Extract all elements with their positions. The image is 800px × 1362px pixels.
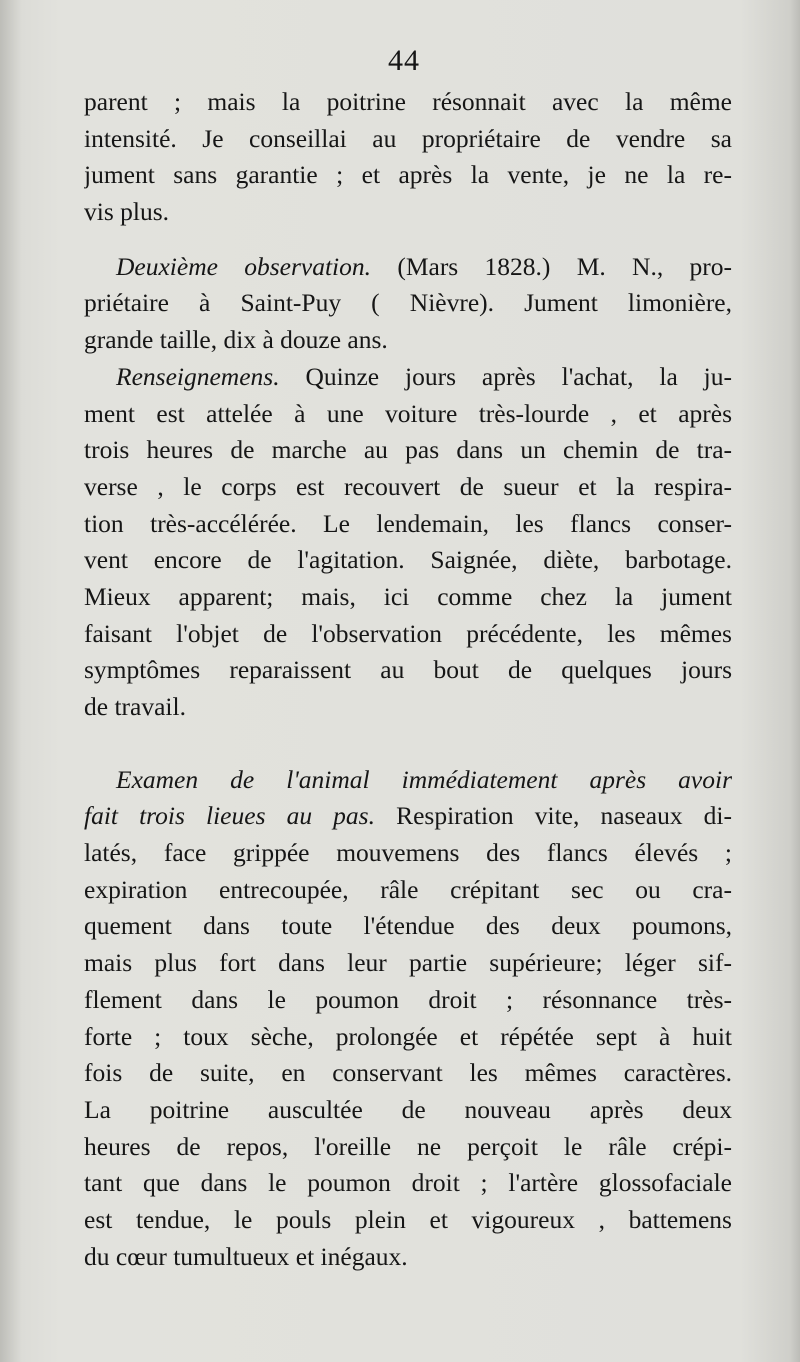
text-line	[84, 798, 732, 835]
text-line: ment est attelée à une voiture très-lourde , et après	[84, 398, 732, 428]
text-line: vis plus.	[84, 197, 170, 227]
text-line: de travail.	[84, 692, 186, 721]
observation-heading-rest: (Mars 1828.) M. N., pro-	[371, 251, 732, 281]
text-line: priétaire à Saint-Puy ( Nièvre). Jument limonière,	[84, 288, 732, 318]
paragraph-observation	[84, 249, 732, 359]
text-line: fois de suite, en conservant les mêmes caractères.	[84, 1058, 732, 1088]
paragraph-examen	[84, 762, 732, 1276]
text-line: latés, face grippée mouvemens des flancs élevés ;	[84, 838, 732, 868]
text-line: quement dans toute l'étendue des deux poumons,	[84, 911, 732, 941]
text-line: tion très-accélérée. Le lendemain, les flancs conser-	[84, 508, 732, 538]
text-line: tant que dans le poumon droit ; l'artère glossofaciale	[84, 1168, 732, 1198]
text-line: intensité. Je conseillai au propriétaire de vendre sa	[84, 123, 732, 153]
text-line: parent ; mais la poitrine résonnait avec la même	[84, 87, 732, 116]
paragraph-renseignemens	[84, 359, 732, 726]
text-line: expiration entrecoupée, râle crépitant sec ou cra-	[84, 874, 732, 904]
text-line: trois heures de marche au pas dans un chemin de tra-	[84, 435, 732, 465]
text-line: jument sans garantie ; et après la vente, je ne la re-	[84, 160, 732, 190]
text-line: du cœur tumultueux et inégaux.	[84, 1241, 408, 1271]
body-text	[84, 84, 732, 1275]
text-line: grande taille, dix à douze ans.	[84, 325, 388, 355]
observation-heading: Deuxième observation.	[116, 251, 372, 281]
text-line: flement dans le poumon droit ; résonnance très-	[84, 984, 732, 1014]
renseignemens-heading-rest: Quinze jours après l'achat, la ju-	[279, 361, 732, 391]
text-line: vent encore de l'agitation. Saignée, diète, barbotage.	[84, 545, 732, 575]
text-line: symptômes reparaissent au bout de quelques jours	[84, 655, 732, 685]
text-line: mais plus fort dans leur partie supérieure; léger sif-	[84, 948, 732, 978]
text-line: faisant l'objet de l'observation précédente, les mêmes	[84, 618, 732, 648]
text-line	[84, 249, 732, 286]
text-line: heures de repos, l'oreille ne perçoit le râle crépi-	[84, 1131, 732, 1161]
examen-heading-end: fait trois lieues au pas.	[84, 801, 375, 831]
text-line: verse , le corps est recouvert de sueur et la respira-	[84, 471, 732, 501]
paragraph-continuation	[84, 84, 732, 231]
text-line: est tendue, le pouls plein et vigoureux , battemens	[84, 1204, 732, 1234]
renseignemens-heading: Renseignemens.	[116, 361, 280, 391]
examen-heading: Examen de l'animal immédiatement après avoir	[116, 764, 732, 794]
text-line: forte ; toux sèche, prolongée et répétée sept à huit	[84, 1021, 732, 1051]
examen-heading-rest: Respiration vite, naseaux di-	[374, 801, 732, 831]
text-line: La poitrine auscultée de nouveau après deux	[84, 1094, 732, 1124]
text-line	[84, 359, 732, 396]
text-line: Mieux apparent; mais, ici comme chez la jument	[84, 581, 732, 611]
page-number: 44	[388, 44, 420, 77]
